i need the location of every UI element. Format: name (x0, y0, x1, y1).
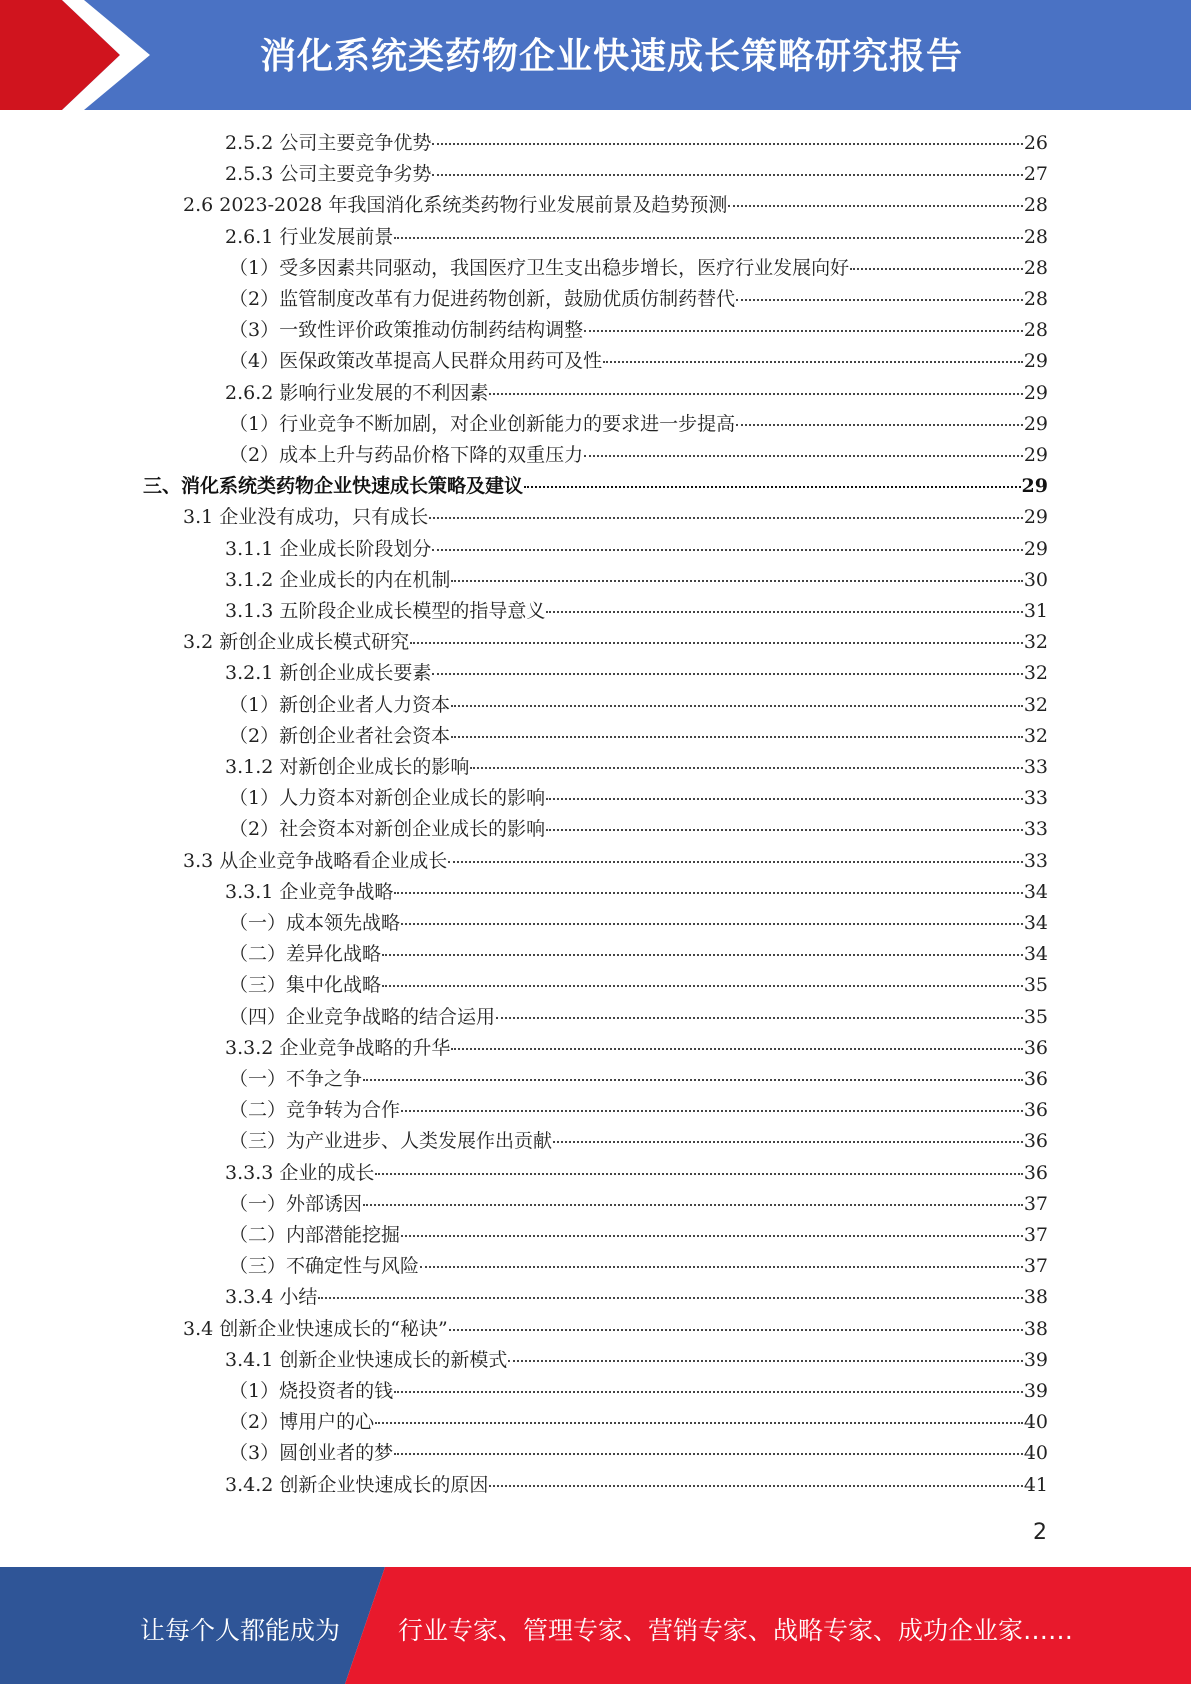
toc-entry-title: （二）内部潜能挖掘 (229, 1224, 401, 1246)
toc-dot-leader (449, 1329, 1023, 1331)
toc-dot-leader (401, 1110, 1023, 1112)
toc-dot-leader (489, 1485, 1022, 1487)
toc-dot-leader (584, 455, 1023, 457)
toc-entry[interactable] (229, 1220, 1048, 1251)
toc-entry-title: （1）人力资本对新创企业成长的影响 (229, 787, 546, 810)
toc-dot-leader (382, 954, 1023, 956)
toc-dot-leader (524, 486, 1021, 488)
toc-entry[interactable] (225, 128, 1048, 159)
toc-entry-title: （1）新创企业者人力资本 (229, 693, 451, 716)
toc-dot-leader (451, 1048, 1022, 1050)
toc-entry[interactable] (229, 783, 1048, 814)
toc-entry-page: 28 (1023, 288, 1048, 310)
toc-entry-title: （三）为产业进步、人类发展作出贡献 (229, 1130, 553, 1153)
toc-entry[interactable] (229, 315, 1048, 346)
toc-entry-title: （一）成本领先战略 (229, 912, 401, 934)
toc-entry[interactable] (229, 1064, 1048, 1095)
toc-entry-page: 41 (1023, 1473, 1048, 1496)
toc-dot-leader (420, 1266, 1023, 1268)
toc-entry-page: 36 (1023, 1099, 1048, 1122)
toc-entry[interactable] (225, 1345, 1048, 1376)
toc-entry-page: 27 (1023, 163, 1048, 186)
toc-entry-page: 31 (1023, 600, 1048, 622)
toc-dot-leader (394, 1453, 1023, 1455)
toc-entry-page: 34 (1023, 880, 1048, 903)
toc-entry-title: （3）一致性评价政策推动仿制药结构调整 (229, 319, 584, 342)
toc-entry[interactable] (143, 471, 1048, 502)
toc-entry[interactable] (229, 908, 1048, 939)
toc-entry-page: 39 (1023, 1348, 1048, 1371)
toc-entry-title: 2.6.1 行业发展前景 (225, 225, 394, 248)
toc-entry[interactable] (229, 409, 1048, 440)
toc-entry-page: 32 (1023, 724, 1048, 747)
toc-entry-title: （一）外部诱因 (229, 1192, 363, 1215)
toc-dot-leader (429, 517, 1023, 519)
toc-entry-page: 33 (1023, 756, 1048, 778)
toc-dot-leader (451, 580, 1022, 582)
toc-entry[interactable] (225, 222, 1048, 253)
toc-entry-page: 35 (1023, 974, 1048, 997)
toc-entry-title: 3.3.4 小结 (225, 1286, 318, 1309)
toc-dot-leader (850, 268, 1023, 270)
toc-entry[interactable] (229, 1376, 1048, 1407)
toc-entry-page: 34 (1023, 912, 1048, 934)
toc-entry[interactable] (183, 1314, 1048, 1345)
toc-dot-leader (728, 205, 1022, 207)
toc-entry-page: 36 (1023, 1036, 1048, 1059)
toc-dot-leader (375, 1173, 1022, 1175)
toc-entry[interactable] (229, 1126, 1048, 1157)
toc-entry-page: 29 (1023, 506, 1048, 529)
toc-entry-title: 3.3.2 企业竞争战略的升华 (225, 1036, 451, 1059)
toc-entry-page: 33 (1023, 787, 1048, 810)
toc-entry-page: 32 (1023, 662, 1048, 685)
toc-entry-title: 3.3.3 企业的成长 (225, 1161, 375, 1184)
toc-entry-page: 32 (1023, 631, 1048, 654)
toc-entry[interactable] (183, 190, 1048, 221)
toc-entry[interactable] (229, 284, 1048, 315)
toc-entry[interactable] (225, 658, 1048, 689)
toc-entry[interactable] (229, 814, 1048, 845)
toc-dot-leader (363, 1204, 1023, 1206)
page-header (0, 0, 1191, 110)
toc-entry[interactable] (225, 877, 1048, 908)
toc-entry-page: 28 (1023, 319, 1048, 342)
toc-entry-title: 3.4 创新企业快速成长的“秘诀” (183, 1317, 448, 1340)
toc-dot-leader (401, 1235, 1023, 1237)
toc-entry[interactable] (225, 378, 1048, 409)
toc-entry-page: 40 (1023, 1411, 1048, 1434)
toc-entry-title: 3.3.1 企业竞争战略 (225, 880, 394, 903)
toc-entry[interactable] (229, 1002, 1048, 1033)
toc-dot-leader (375, 1422, 1023, 1424)
toc-entry-page: 37 (1023, 1192, 1048, 1215)
toc-entry-title: 3.4.1 创新企业快速成长的新模式 (225, 1348, 508, 1371)
toc-entry-title: 3.2.1 新创企业成长要素 (225, 662, 432, 685)
toc-entry-page: 29 (1023, 412, 1048, 435)
toc-entry-page: 29 (1023, 381, 1048, 404)
toc-entry-title: （1）烧投资者的钱 (229, 1380, 394, 1402)
toc-entry-title: 3.4.2 创新企业快速成长的原因 (225, 1473, 489, 1496)
toc-entry[interactable] (225, 752, 1048, 783)
toc-entry[interactable] (229, 1438, 1048, 1469)
toc-entry[interactable] (229, 1095, 1048, 1126)
toc-dot-leader (318, 1297, 1022, 1299)
footer-slogan-left: 让每个人都能成为 (140, 1616, 341, 1645)
toc-dot-leader (382, 985, 1023, 987)
toc-entry[interactable] (183, 502, 1048, 533)
toc-dot-leader (584, 330, 1023, 332)
toc-dot-leader (394, 1391, 1023, 1393)
toc-entry-title: 2.6 2023-2028 年我国消化系统类药物行业发展前景及趋势预测 (183, 194, 728, 217)
toc-entry-page: 32 (1023, 693, 1048, 716)
toc-entry-page: 37 (1023, 1255, 1048, 1278)
toc-entry-page: 28 (1023, 225, 1048, 248)
toc-entry-title: （二）竞争转为合作 (229, 1099, 401, 1122)
toc-dot-leader (410, 642, 1023, 644)
toc-entry-title: （三）不确定性与风险 (229, 1255, 420, 1278)
toc-entry[interactable] (225, 159, 1048, 190)
toc-entry[interactable] (225, 1033, 1048, 1064)
toc-dot-leader (553, 1141, 1023, 1143)
page-number: 2 (1033, 1520, 1047, 1545)
toc-entry-title: 3.1.3 五阶段企业成长模型的指导意义 (225, 600, 546, 622)
toc-entry-page: 29 (1021, 475, 1048, 498)
toc-entry[interactable] (229, 690, 1048, 721)
toc-entry-page: 36 (1023, 1161, 1048, 1184)
toc-entry-title: （四）企业竞争战略的结合运用 (229, 1005, 496, 1028)
toc-entry-title: （2）成本上升与药品价格下降的双重压力 (229, 444, 584, 466)
toc-entry-title: 3.1 企业没有成功，只有成长 (183, 506, 429, 529)
toc-entry-page: 34 (1023, 943, 1048, 966)
page-footer (0, 1567, 1191, 1684)
toc-entry-page: 33 (1023, 849, 1048, 872)
toc-dot-leader (432, 673, 1022, 675)
toc-entry[interactable] (229, 1251, 1048, 1282)
toc-entry-page: 29 (1023, 537, 1048, 560)
toc-entry-title: （二）差异化战略 (229, 943, 382, 966)
toc-entry-title: （2）社会资本对新创企业成长的影响 (229, 818, 546, 841)
toc-entry[interactable] (229, 440, 1048, 471)
toc-dot-leader (394, 892, 1022, 894)
toc-dot-leader (496, 1017, 1023, 1019)
toc-entry-title: （1）受多因素共同驱动，我国医疗卫生支出稳步增长，医疗行业发展向好 (229, 256, 850, 279)
toc-entry-title: （2）博用户的心 (229, 1411, 375, 1434)
toc-entry-page: 37 (1023, 1224, 1048, 1246)
toc-entry-title: （4）医保政策改革提高人民群众用药可及性 (229, 350, 603, 373)
toc-dot-leader (508, 1360, 1022, 1362)
toc-entry-page: 38 (1023, 1286, 1048, 1309)
toc-entry[interactable] (229, 346, 1048, 377)
toc-entry[interactable] (225, 1282, 1048, 1313)
toc-dot-leader (736, 424, 1023, 426)
toc-dot-leader (546, 798, 1023, 800)
toc-dot-leader (546, 611, 1022, 613)
toc-dot-leader (448, 861, 1023, 863)
toc-entry[interactable] (229, 1189, 1048, 1220)
toc-entry-page: 29 (1023, 350, 1048, 373)
report-title: 消化系统类药物企业快速成长策略研究报告 (260, 36, 964, 77)
toc-dot-leader (394, 237, 1022, 239)
toc-entry[interactable] (229, 939, 1048, 970)
footer-slogan-right: 行业专家、管理专家、营销专家、战略专家、成功企业家…… (398, 1616, 1074, 1645)
toc-dot-leader (736, 299, 1023, 301)
toc-entry[interactable] (225, 565, 1048, 596)
toc-entry-title: 3.1.2 对新创企业成长的影响 (225, 756, 470, 778)
toc-entry-title: 2.6.2 影响行业发展的不利因素 (225, 381, 489, 404)
toc-entry[interactable] (229, 721, 1048, 752)
toc-entry-title: （3）圆创业者的梦 (229, 1442, 394, 1465)
toc-dot-leader (603, 361, 1023, 363)
toc-entry[interactable] (229, 970, 1048, 1001)
toc-entry-title: 2.5.2 公司主要竞争优势 (225, 132, 432, 154)
toc-entry[interactable] (183, 846, 1048, 877)
toc-entry-page: 26 (1023, 132, 1048, 154)
toc-entry-title: 3.3 从企业竞争战略看企业成长 (183, 849, 448, 872)
toc-entry-page: 29 (1023, 444, 1048, 466)
toc-entry[interactable] (225, 534, 1048, 565)
toc-dot-leader (451, 736, 1023, 738)
toc-entry[interactable] (225, 1470, 1048, 1501)
toc-entry-page: 36 (1023, 1068, 1048, 1090)
toc-entry[interactable] (183, 627, 1048, 658)
toc-entry-title: （一）不争之争 (229, 1068, 363, 1090)
toc-entry[interactable] (229, 253, 1048, 284)
toc-entry-title: 2.5.3 公司主要竞争劣势 (225, 163, 432, 186)
toc-entry[interactable] (225, 1158, 1048, 1189)
toc-entry-title: 3.2 新创企业成长模式研究 (183, 631, 410, 654)
toc-dot-leader (451, 705, 1023, 707)
toc-dot-leader (546, 829, 1023, 831)
toc-dot-leader (470, 767, 1022, 769)
toc-entry-page: 33 (1023, 818, 1048, 841)
toc-dot-leader (489, 393, 1022, 395)
toc-entry-page: 28 (1023, 194, 1048, 217)
toc-dot-leader (432, 549, 1022, 551)
toc-entry[interactable] (229, 1407, 1048, 1438)
toc-entry-title: 3.1.1 企业成长阶段划分 (225, 537, 432, 560)
toc-dot-leader (432, 174, 1022, 176)
toc-entry-page: 40 (1023, 1442, 1048, 1465)
toc-entry-title: （2）新创企业者社会资本 (229, 724, 451, 747)
toc-entry-page: 38 (1023, 1317, 1048, 1340)
toc-entry-title: （三）集中化战略 (229, 974, 382, 997)
toc-entry[interactable] (225, 596, 1048, 627)
toc-entry-title: 三、消化系统类药物企业快速成长策略及建议 (143, 475, 524, 498)
toc-entry-title: （2）监管制度改革有力促进药物创新，鼓励优质仿制药替代 (229, 288, 736, 310)
toc-dot-leader (401, 923, 1023, 925)
toc-entry-title: （1）行业竞争不断加剧，对企业创新能力的要求进一步提高 (229, 412, 736, 435)
toc-entry-page: 35 (1023, 1005, 1048, 1028)
toc-entry-page: 39 (1023, 1380, 1048, 1402)
toc-dot-leader (363, 1079, 1023, 1081)
toc-entry-title: 3.1.2 企业成长的内在机制 (225, 568, 451, 591)
toc-dot-leader (432, 143, 1022, 145)
toc-entry-page: 28 (1023, 256, 1048, 279)
toc-entry-page: 30 (1023, 568, 1048, 591)
toc-entry-page: 36 (1023, 1130, 1048, 1153)
